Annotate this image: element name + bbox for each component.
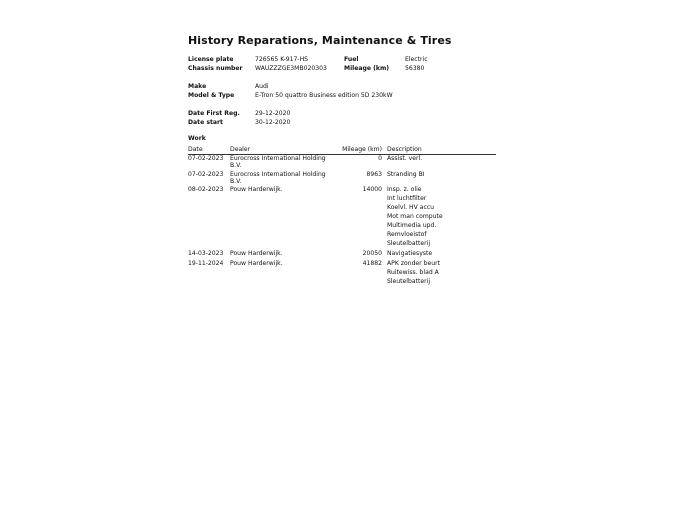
- row-description: Koelvl. HV accu: [387, 204, 435, 211]
- row-dealer-cont: B.V.: [230, 162, 242, 169]
- mileage-label: Mileage (km): [344, 65, 390, 72]
- chassis-label: Chassis number: [188, 65, 243, 72]
- row-mileage: 20050: [362, 250, 382, 257]
- row-mileage: 14000: [362, 186, 382, 193]
- row-date: 08-02-2023: [188, 186, 224, 193]
- row-mileage: 0: [378, 155, 382, 162]
- row-mileage: 41882: [362, 260, 382, 267]
- row-description: Sleutelbatterij: [387, 278, 431, 285]
- model-label: Model & Type: [188, 92, 235, 99]
- row-date: 07-02-2023: [188, 171, 224, 178]
- make-value: Audi: [255, 83, 269, 90]
- row-dealer-cont: B.V.: [230, 178, 242, 185]
- row-description: Multimedia upd.: [387, 222, 437, 229]
- header-date: Date: [188, 146, 203, 153]
- model-value: E-Tron 50 quattro Business edition 5D 230kW: [255, 92, 393, 99]
- row-dealer: Pouw Harderwijk.: [230, 250, 283, 257]
- mileage-value: 56380: [405, 65, 425, 72]
- row-description: APK zonder beurt: [387, 260, 440, 267]
- row-description: Sleutelbatterij: [387, 240, 431, 247]
- fuel-label: Fuel: [344, 56, 359, 63]
- date-start-label: Date start: [188, 119, 223, 126]
- fuel-value: Electric: [405, 56, 428, 63]
- header-mileage: Mileage (km): [342, 146, 382, 153]
- row-dealer: Pouw Harderwijk.: [230, 186, 283, 193]
- first-reg-value: 29-12-2020: [255, 110, 291, 117]
- row-description: Int luchtfilter: [387, 195, 427, 202]
- row-description: Insp. z. olie: [387, 186, 422, 193]
- row-description: Navigatiesyste: [387, 250, 433, 257]
- first-reg-label: Date First Reg.: [188, 110, 240, 117]
- row-dealer: Pouw Harderwijk.: [230, 260, 283, 267]
- row-description: Ruitewiss. blad A: [387, 269, 439, 276]
- date-start-value: 30-12-2020: [255, 119, 291, 126]
- row-dealer: Eurocross International Holding: [230, 155, 326, 162]
- row-description: Stranding BI: [387, 171, 425, 178]
- license-plate-value: 726565 K-917-HS: [255, 56, 309, 63]
- row-dealer: Eurocross International Holding: [230, 171, 326, 178]
- row-date: 14-03-2023: [188, 250, 224, 257]
- page-title: History Reparations, Maintenance & Tires: [188, 34, 452, 47]
- license-plate-label: License plate: [188, 56, 234, 63]
- row-description: Assist. verl.: [387, 155, 423, 162]
- work-section-title: Work: [188, 135, 206, 142]
- row-date: 07-02-2023: [188, 155, 224, 162]
- row-mileage: 8963: [366, 171, 382, 178]
- header-description: Description: [387, 146, 422, 153]
- row-date: 19-11-2024: [188, 260, 224, 267]
- row-description: Mot man compute: [387, 213, 443, 220]
- row-description: Remvloeistof: [387, 231, 427, 238]
- make-label: Make: [188, 83, 207, 90]
- chassis-value: WAUZZZGE3MB020303: [255, 65, 327, 72]
- header-dealer: Dealer: [230, 146, 251, 153]
